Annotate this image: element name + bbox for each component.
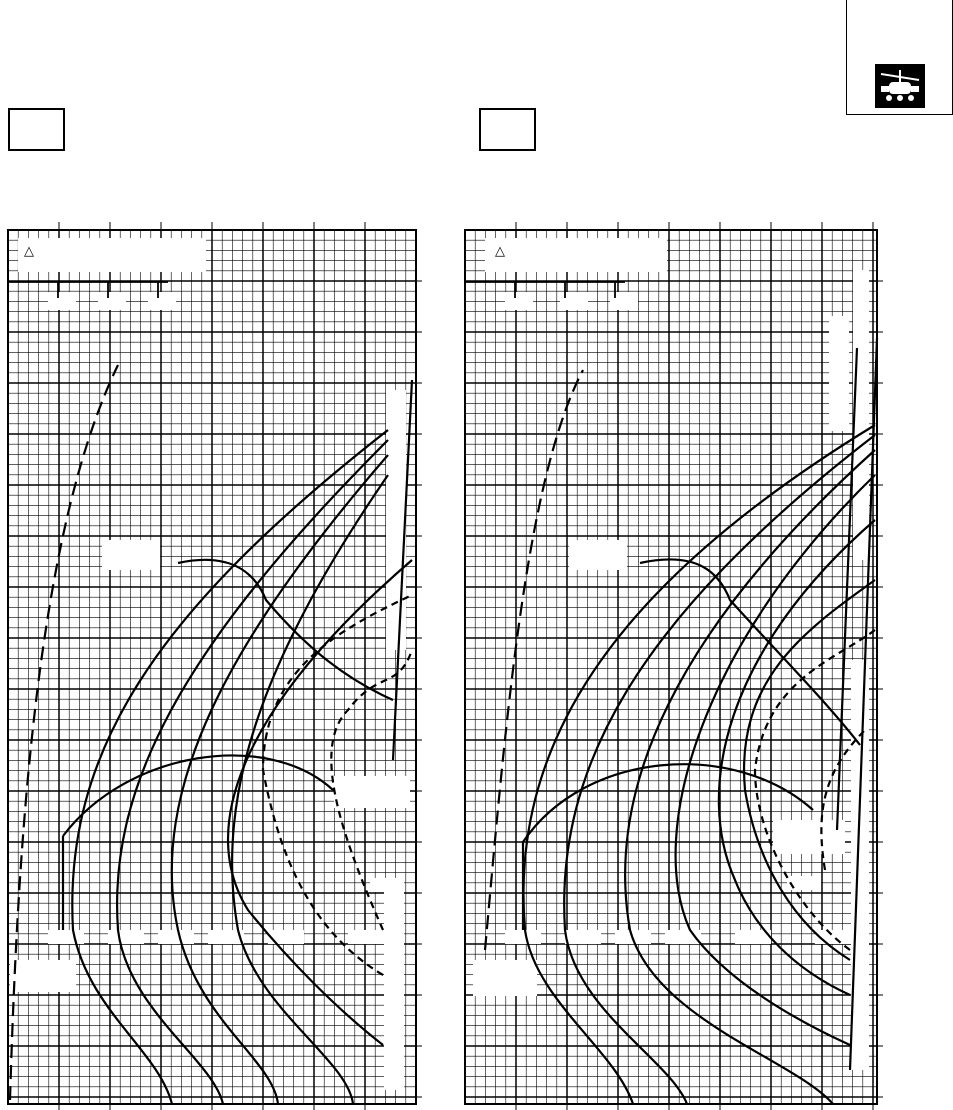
label-mask xyxy=(787,876,821,890)
label-mask xyxy=(48,292,76,310)
label-mask xyxy=(158,930,194,944)
reference-bracket xyxy=(465,282,625,298)
label-mask xyxy=(348,930,384,944)
label-mask xyxy=(108,930,144,944)
label-mask xyxy=(384,880,404,1090)
label-mask xyxy=(505,930,541,944)
right-performance-chart xyxy=(465,222,883,1110)
label-mask xyxy=(569,540,627,570)
label-mask xyxy=(773,820,845,854)
label-mask xyxy=(505,292,533,310)
label-mask xyxy=(565,930,601,944)
label-mask xyxy=(853,270,869,560)
label-mask xyxy=(98,292,126,310)
reference-bracket xyxy=(8,282,168,298)
label-mask xyxy=(473,960,537,996)
label-mask xyxy=(485,238,667,272)
label-mask xyxy=(386,390,406,650)
label-mask xyxy=(829,316,849,431)
label-mask xyxy=(48,930,84,944)
label-mask xyxy=(148,292,176,310)
label-mask xyxy=(851,660,869,1070)
legend-delta-symbol: △ xyxy=(495,244,505,259)
label-mask xyxy=(10,960,76,992)
label-mask xyxy=(102,540,160,570)
curve-1 xyxy=(72,430,388,1104)
label-mask xyxy=(18,238,206,272)
axis-ticks xyxy=(59,222,422,1110)
curve-4 xyxy=(676,475,875,1045)
lower-boundary-curve xyxy=(63,755,333,836)
legend-delta-symbol: △ xyxy=(24,244,34,259)
dashed-envelope-left xyxy=(485,370,583,950)
label-mask xyxy=(334,776,410,808)
curve-3 xyxy=(625,450,875,1104)
left-performance-chart xyxy=(8,222,422,1110)
